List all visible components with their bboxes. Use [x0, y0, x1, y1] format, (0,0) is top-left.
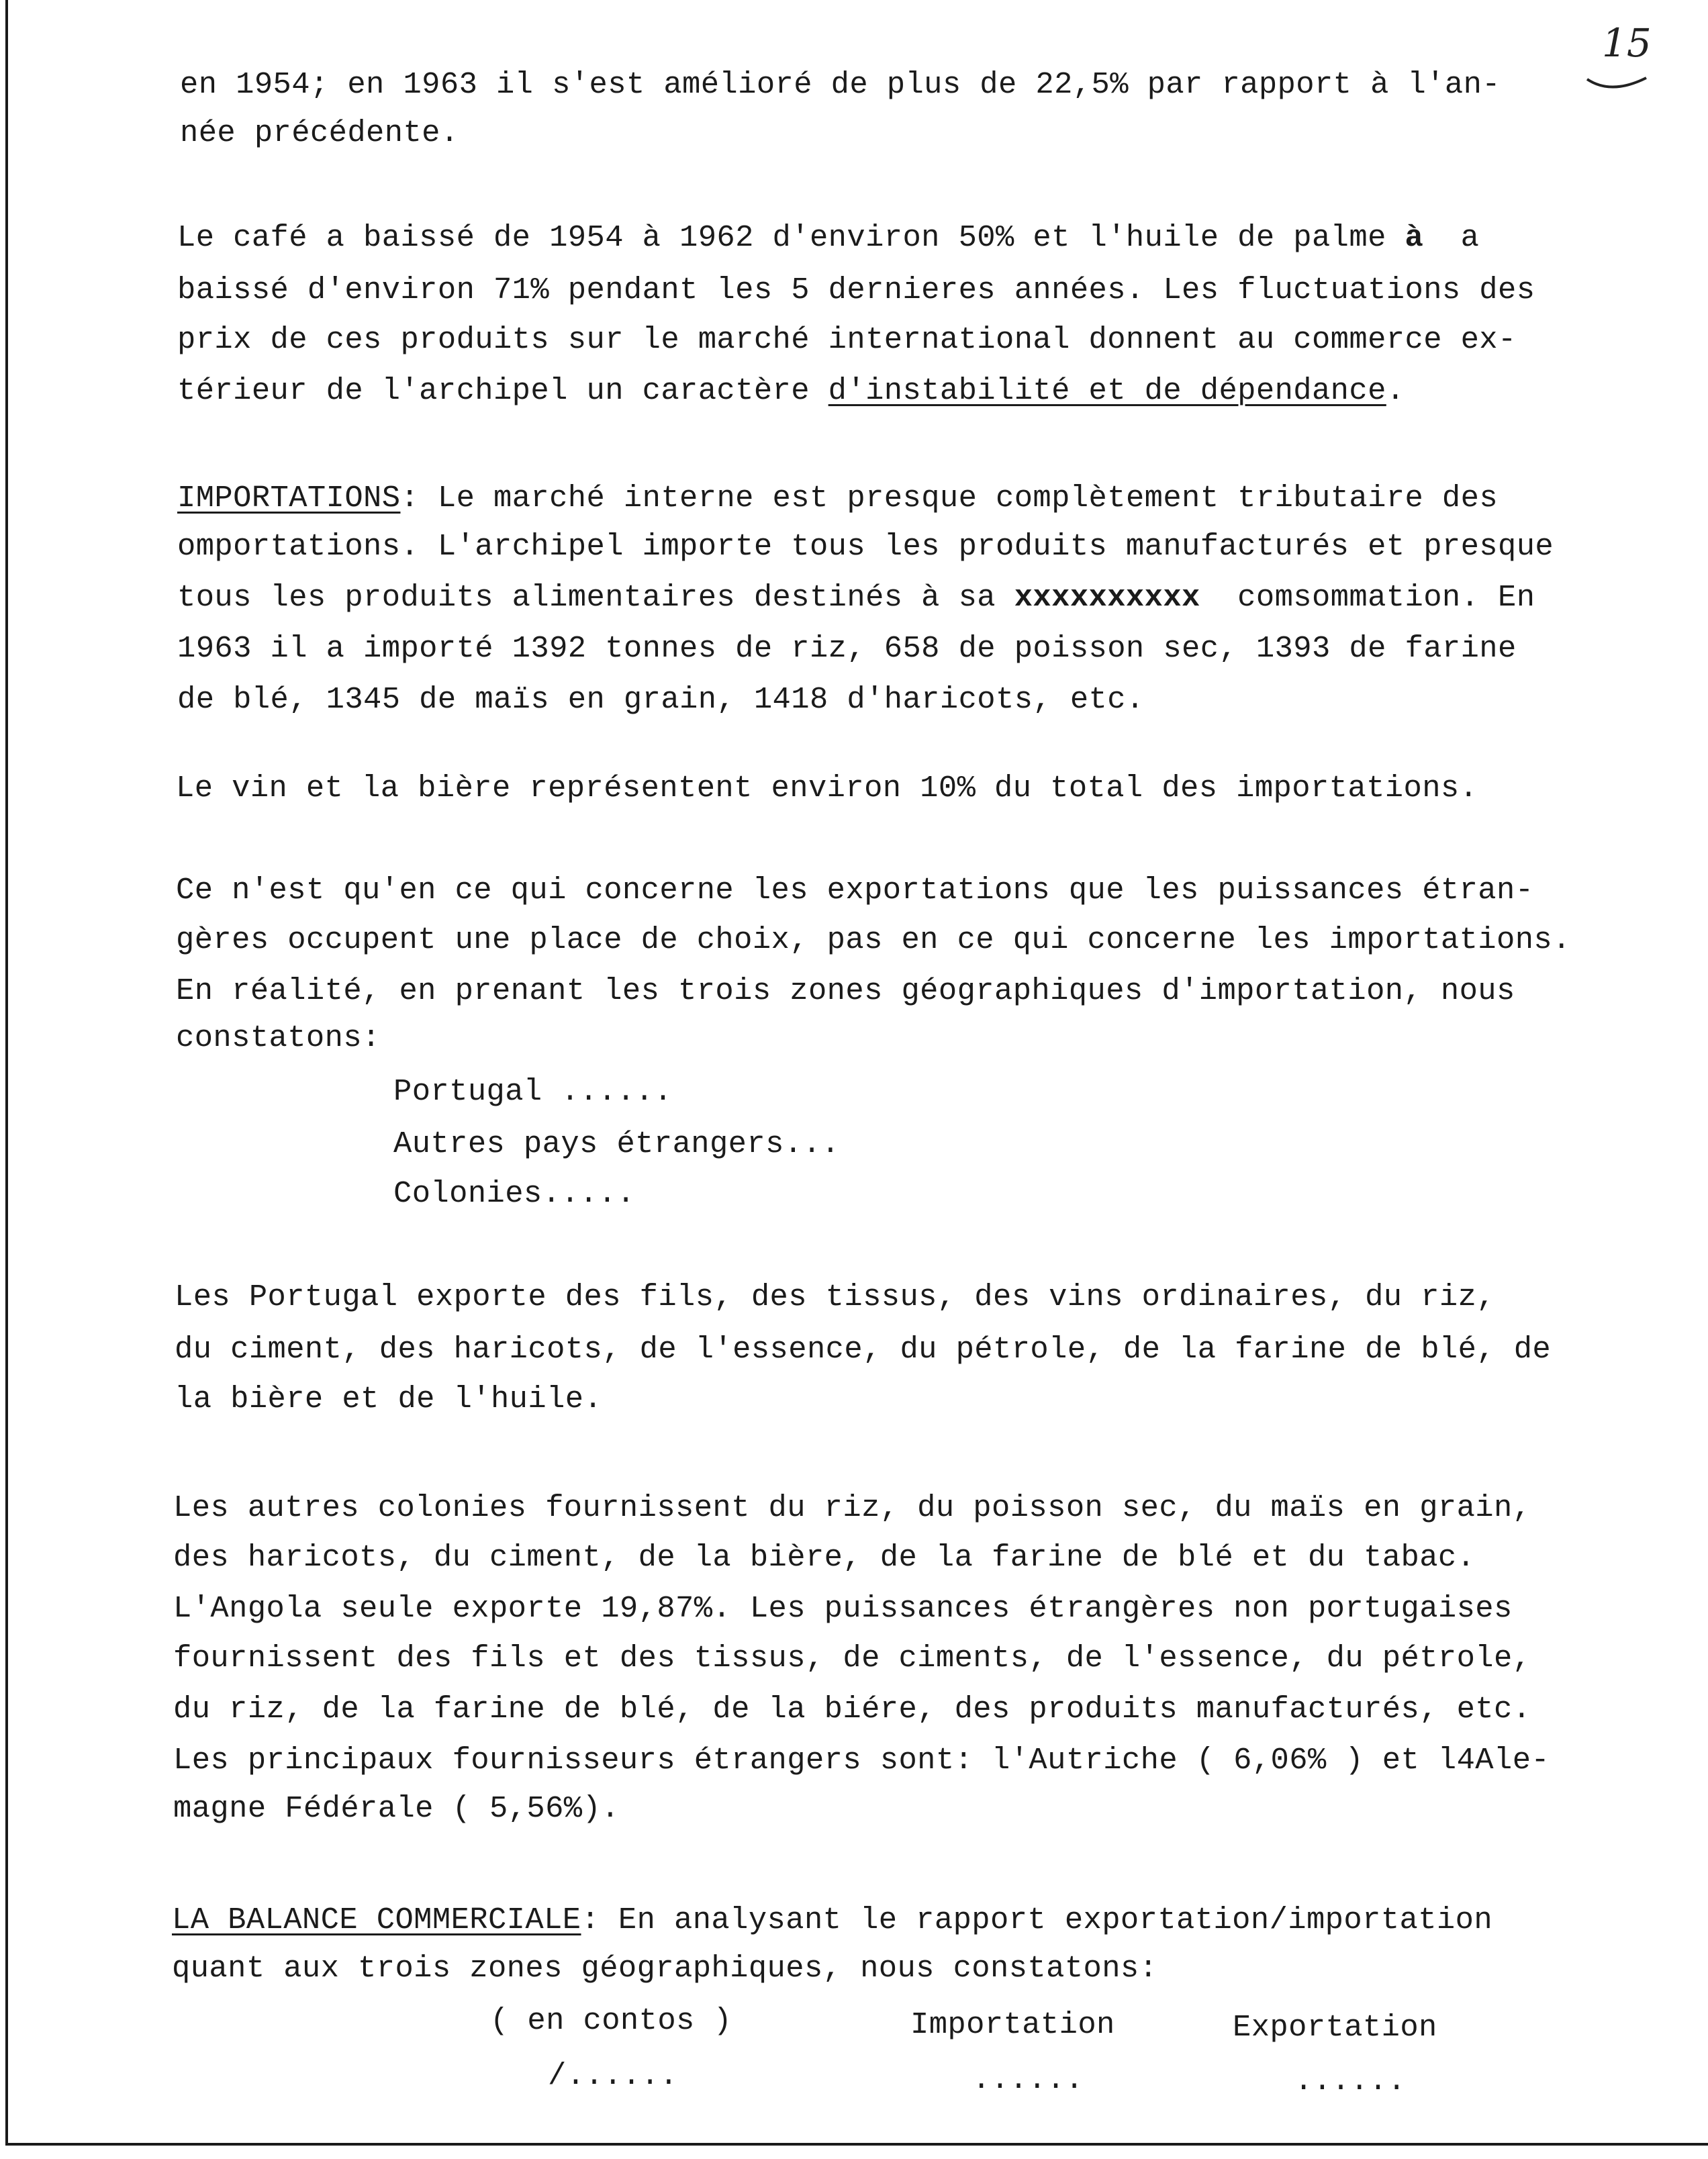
paragraph-3-line-1-text: : Le marché interne est presque complètement tributaire des: [400, 481, 1499, 516]
paragraph-7-line-7: magne Fédérale ( 5,56%).: [173, 1791, 620, 1826]
paragraph-3-line-4: 1963 il a importé 1392 tonnes de riz, 658 de poisson sec, 1393 de farine: [177, 631, 1517, 666]
section-heading-balance-commerciale: LA BALANCE COMMERCIALE: [172, 1903, 581, 1937]
page-frame-left-edge: [5, 0, 8, 2146]
paragraph-3-line-3: [177, 577, 1535, 618]
paragraph-2-line-1-end: a: [1423, 220, 1480, 255]
list-item-colonies: Colonies.....: [393, 1176, 636, 1211]
list-item-portugal: Portugal ......: [393, 1074, 673, 1109]
paragraph-3-line-3-text: tous les produits alimentaires destinés à sa: [177, 580, 1014, 615]
page-frame-bottom-edge: [5, 2143, 1708, 2146]
paragraph-2-line-1: [177, 218, 1479, 258]
page-number: 15: [1602, 20, 1652, 66]
section-heading-importations: IMPORTATIONS: [177, 481, 401, 516]
paragraph-4-line-1: Le vin et la bière représentent environ 10% du total des importations.: [176, 771, 1478, 806]
table-cell-importation: ......: [972, 2062, 1084, 2097]
table-unit-label: ( en contos ): [490, 2003, 732, 2038]
paragraph-1-line-1: en 1954; en 1963 il s'est amélioré de plus de 22,5% par rapport à l'an-: [180, 67, 1501, 102]
paragraph-3-line-5: de blé, 1345 de maïs en grain, 1418 d'haricots, etc.: [177, 682, 1145, 717]
struck-character: à: [1405, 220, 1424, 255]
paragraph-5-line-2: gères occupent une place de choix, pas en ce qui concerne les importations.: [176, 922, 1571, 957]
table-row-label: /......: [548, 2058, 678, 2093]
paragraph-2-line-4-end: .: [1386, 373, 1405, 408]
paragraph-7-line-6: Les principaux fournisseurs étrangers sont: l'Autriche ( 6,06% ) et l4Ale-: [173, 1743, 1550, 1778]
paragraph-5-line-4: constatons:: [176, 1020, 381, 1055]
paragraph-7-line-5: du riz, de la farine de blé, de la biére, des produits manufacturés, etc.: [173, 1692, 1531, 1727]
table-header-importation: Importation: [910, 2007, 1115, 2042]
paragraph-5-line-3: En réalité, en prenant les trois zones géographiques d'importation, nous: [176, 973, 1515, 1008]
paragraph-2-line-1-text: Le café a baissé de 1954 à 1962 d'environ 50% et l'huile de palme: [177, 220, 1405, 255]
paragraph-1-line-2: née précédente.: [180, 115, 459, 150]
paragraph-6-line-3: la bière et de l'huile.: [175, 1382, 603, 1417]
paragraph-2-line-3: prix de ces produits sur le marché international donnent au commerce ex-: [177, 322, 1517, 357]
page-number-underline-mark: [1584, 75, 1649, 93]
paragraph-2-line-2: baissé d'environ 71% pendant les 5 dernieres années. Les fluctuations des: [177, 273, 1535, 307]
table-cell-exportation: ......: [1294, 2064, 1407, 2099]
paragraph-7-line-4: fournissent des fils et des tissus, de ciments, de l'essence, du pétrole,: [173, 1641, 1531, 1676]
paragraph-6-line-2: du ciment, des haricots, de l'essence, du pétrole, de la farine de blé, de: [175, 1332, 1552, 1367]
paragraph-6-line-1: Les Portugal exporte des fils, des tissus, des vins ordinaires, du riz,: [175, 1280, 1496, 1314]
paragraph-3-line-3-end: comsommation. En: [1200, 580, 1535, 615]
struck-word: xxxxxxxxxx: [1014, 580, 1200, 615]
paragraph-3-line-1: [177, 478, 1498, 518]
underlined-phrase: d'instabilité et de dépendance: [828, 373, 1386, 408]
paragraph-5-line-1: Ce n'est qu'en ce qui concerne les exportations que les puissances étran-: [176, 873, 1534, 908]
paragraph-2-line-4-text: térieur de l'archipel un caractère: [177, 373, 828, 408]
paragraph-8-line-2: quant aux trois zones géographiques, nous constatons:: [172, 1951, 1158, 1986]
paragraph-8-line-1-text: : En analysant le rapport exportation/importation: [581, 1903, 1493, 1937]
paragraph-3-line-2: omportations. L'archipel importe tous les produits manufacturés et presque: [177, 529, 1554, 564]
paragraph-7-line-1: Les autres colonies fournissent du riz, du poisson sec, du maïs en grain,: [173, 1490, 1531, 1525]
paragraph-7-line-2: des haricots, du ciment, de la bière, de la farine de blé et du tabac.: [173, 1540, 1476, 1575]
paragraph-8-line-1: [172, 1900, 1492, 1940]
paragraph-7-line-3: L'Angola seule exporte 19,87%. Les puissances étrangères non portugaises: [173, 1591, 1513, 1626]
list-item-autres-pays: Autres pays étrangers...: [393, 1126, 840, 1161]
paragraph-2-line-4: [177, 371, 1405, 411]
table-header-exportation: Exportation: [1233, 2010, 1437, 2045]
